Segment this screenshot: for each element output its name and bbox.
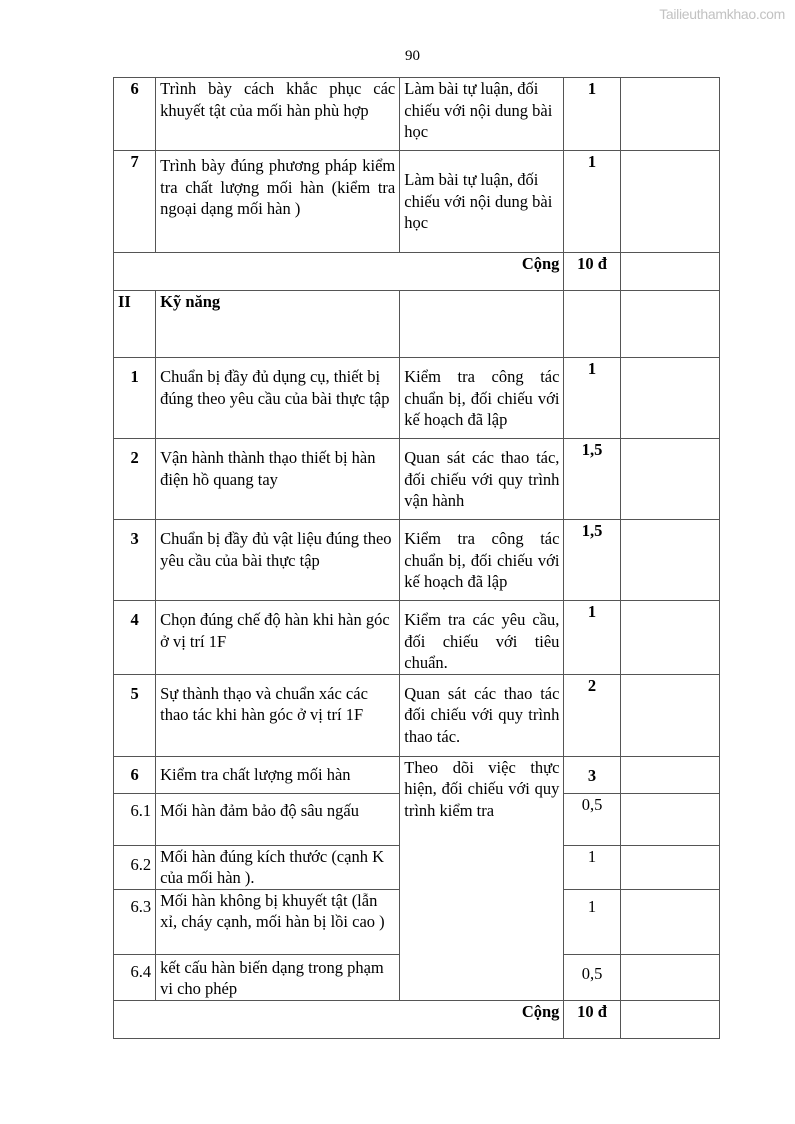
score-cell [564, 291, 620, 358]
criteria-cell: Sự thành thạo và chuẩn xác các thao tác khi hàn góc ở vị trí 1F [156, 674, 400, 756]
criteria-cell: Kiểm tra chất lượng mối hàn [156, 756, 400, 793]
section-row [114, 291, 720, 358]
score-cell: 0,5 [564, 954, 620, 1000]
criteria-cell: Mối hàn đảm bảo độ sâu ngấu [156, 793, 400, 845]
total-row [114, 1000, 720, 1038]
method-cell: Quan sát các thao tác đối chiếu với quy trình thao tác. [400, 674, 564, 756]
section-number: II [114, 291, 156, 358]
method-cell: Kiểm tra các yêu cầu, đối chiếu với tiêu chuẩn. [400, 601, 564, 675]
total-score: 10 đ [564, 253, 620, 291]
row-number: 6 [114, 78, 156, 151]
score-cell: 1 [564, 358, 620, 439]
result-cell [620, 954, 719, 1000]
sub-row-number: 6.4 [114, 954, 156, 1000]
method-cell: Kiểm tra công tác chuẩn bị, đối chiếu với kế hoạch đã lập [400, 358, 564, 439]
method-cell: Quan sát các thao tác, đối chiếu với quy trình vận hành [400, 439, 564, 520]
table-row [114, 78, 720, 151]
sub-row-number: 6.2 [114, 845, 156, 889]
result-cell [620, 439, 719, 520]
result-cell [620, 845, 719, 889]
result-cell [620, 151, 719, 253]
result-cell [620, 601, 719, 675]
score-cell: 1 [564, 78, 620, 151]
score-cell: 1 [564, 889, 620, 954]
table-row [114, 439, 720, 520]
sub-row-number: 6.3 [114, 889, 156, 954]
method-cell: Làm bài tự luận, đối chiếu với nội dung bài học [400, 151, 564, 253]
score-cell: 1 [564, 845, 620, 889]
row-number: 4 [114, 601, 156, 675]
sub-row-number: 6.1 [114, 793, 156, 845]
score-cell: 1,5 [564, 520, 620, 601]
table-row [114, 520, 720, 601]
total-label: Cộng [114, 1000, 564, 1038]
result-cell [620, 889, 719, 954]
result-cell [620, 756, 719, 793]
total-label: Cộng [114, 253, 564, 291]
criteria-cell: kết cấu hàn biến dạng trong phạm vi cho phép [156, 954, 400, 1000]
criteria-cell: Mối hàn không bị khuyết tật (lẫn xỉ, cháy cạnh, mối hàn bị lồi cao ) [156, 889, 400, 954]
criteria-cell: Mối hàn đúng kích thước (cạnh K của mối hàn ). [156, 845, 400, 889]
criteria-cell: Chuẩn bị đầy đủ dụng cụ, thiết bị đúng theo yêu cầu của bài thực tập [156, 358, 400, 439]
watermark: Tailieuthamkhao.com [659, 6, 785, 22]
result-cell [620, 358, 719, 439]
score-cell: 1,5 [564, 439, 620, 520]
result-cell [620, 520, 719, 601]
score-cell: 1 [564, 151, 620, 253]
criteria-cell: Trình bày đúng phương pháp kiểm tra chất lượng mối hàn (kiểm tra ngoại dạng mối hàn ) [156, 151, 400, 253]
result-cell [620, 291, 719, 358]
table-row [114, 358, 720, 439]
row-number: 1 [114, 358, 156, 439]
row-number: 3 [114, 520, 156, 601]
method-cell-merged: Theo dõi việc thực hiện, đối chiếu với quy trình kiểm tra [400, 756, 564, 1000]
row-number: 6 [114, 756, 156, 793]
result-cell [620, 78, 719, 151]
score-cell: 3 [564, 756, 620, 793]
page-number: 90 [405, 48, 420, 64]
result-cell [620, 253, 719, 291]
row-number: 5 [114, 674, 156, 756]
criteria-cell: Vận hành thành thạo thiết bị hàn điện hồ quang tay [156, 439, 400, 520]
row-number: 2 [114, 439, 156, 520]
total-row [114, 253, 720, 291]
table-row [114, 151, 720, 253]
total-score: 10 đ [564, 1000, 620, 1038]
row-number: 7 [114, 151, 156, 253]
method-cell [400, 291, 564, 358]
table-row [114, 601, 720, 675]
assessment-table [113, 77, 720, 1039]
result-cell [620, 674, 719, 756]
table-row [114, 674, 720, 756]
method-cell: Làm bài tự luận, đối chiếu với nội dung bài học [400, 78, 564, 151]
method-cell: Kiểm tra công tác chuẩn bị, đối chiếu với kế hoạch đã lập [400, 520, 564, 601]
result-cell [620, 1000, 719, 1038]
score-cell: 2 [564, 674, 620, 756]
score-cell: 1 [564, 601, 620, 675]
criteria-cell: Chuẩn bị đầy đủ vật liệu đúng theo yêu cầu của bài thực tập [156, 520, 400, 601]
score-cell: 0,5 [564, 793, 620, 845]
table-row [114, 756, 720, 793]
section-title: Kỹ năng [156, 291, 400, 358]
criteria-cell: Chọn đúng chế độ hàn khi hàn góc ở vị trí 1F [156, 601, 400, 675]
criteria-cell: Trình bày cách khắc phục các khuyết tật của mối hàn phù hợp [156, 78, 400, 151]
result-cell [620, 793, 719, 845]
